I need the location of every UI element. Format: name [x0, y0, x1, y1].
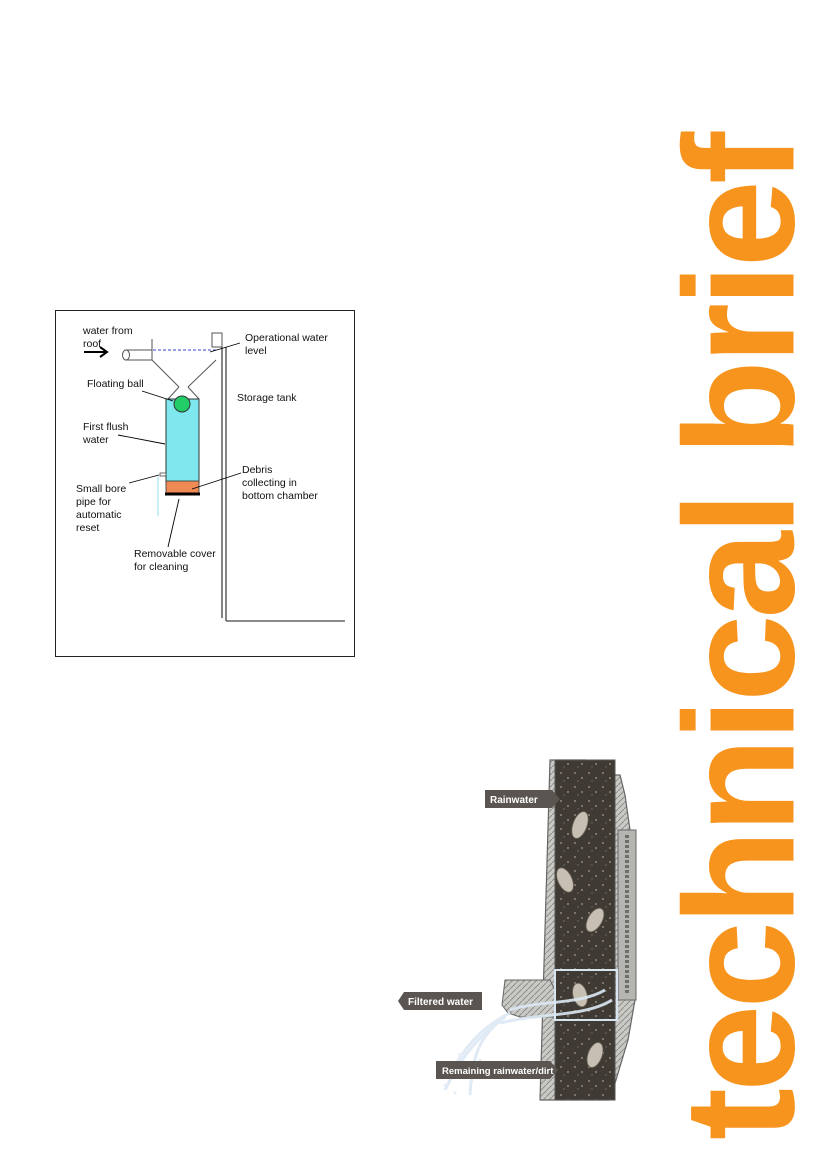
filter-inner-pipe [555, 760, 615, 1100]
floating-ball [174, 396, 190, 412]
label-removable-cover: Removable cover for cleaning [134, 548, 216, 573]
label-operational-water-level: Operational water level [245, 332, 328, 357]
brand-technical-brief: technical brief [652, 135, 827, 1140]
tag-remaining [436, 1061, 558, 1079]
tag-remaining-text: Remaining rainwater/dirt [442, 1066, 554, 1077]
tag-rainwater-text: Rainwater [490, 795, 538, 806]
debris-layer [166, 481, 199, 494]
label-storage-tank: Storage tank [237, 392, 297, 404]
first-flush-diagram [55, 310, 355, 657]
downpipe-filter-illustration [390, 755, 640, 1100]
label-floating-ball: Floating ball [87, 378, 144, 390]
brand-vertical [652, 135, 827, 1140]
tag-filtered-water-text: Filtered water [408, 997, 474, 1008]
small-bore-pipe [158, 473, 166, 516]
label-water-from-roof: water from roof [83, 325, 133, 350]
label-first-flush-water: First flush water [83, 421, 129, 446]
label-small-bore-pipe: Small bore pipe for automatic reset [76, 483, 127, 534]
filter-outlet-spout [502, 980, 555, 1017]
tag-filtered-water [398, 992, 482, 1010]
label-debris: Debris collecting in bottom chamber [242, 464, 318, 502]
funnel [152, 360, 216, 399]
tag-rainwater [485, 790, 560, 808]
